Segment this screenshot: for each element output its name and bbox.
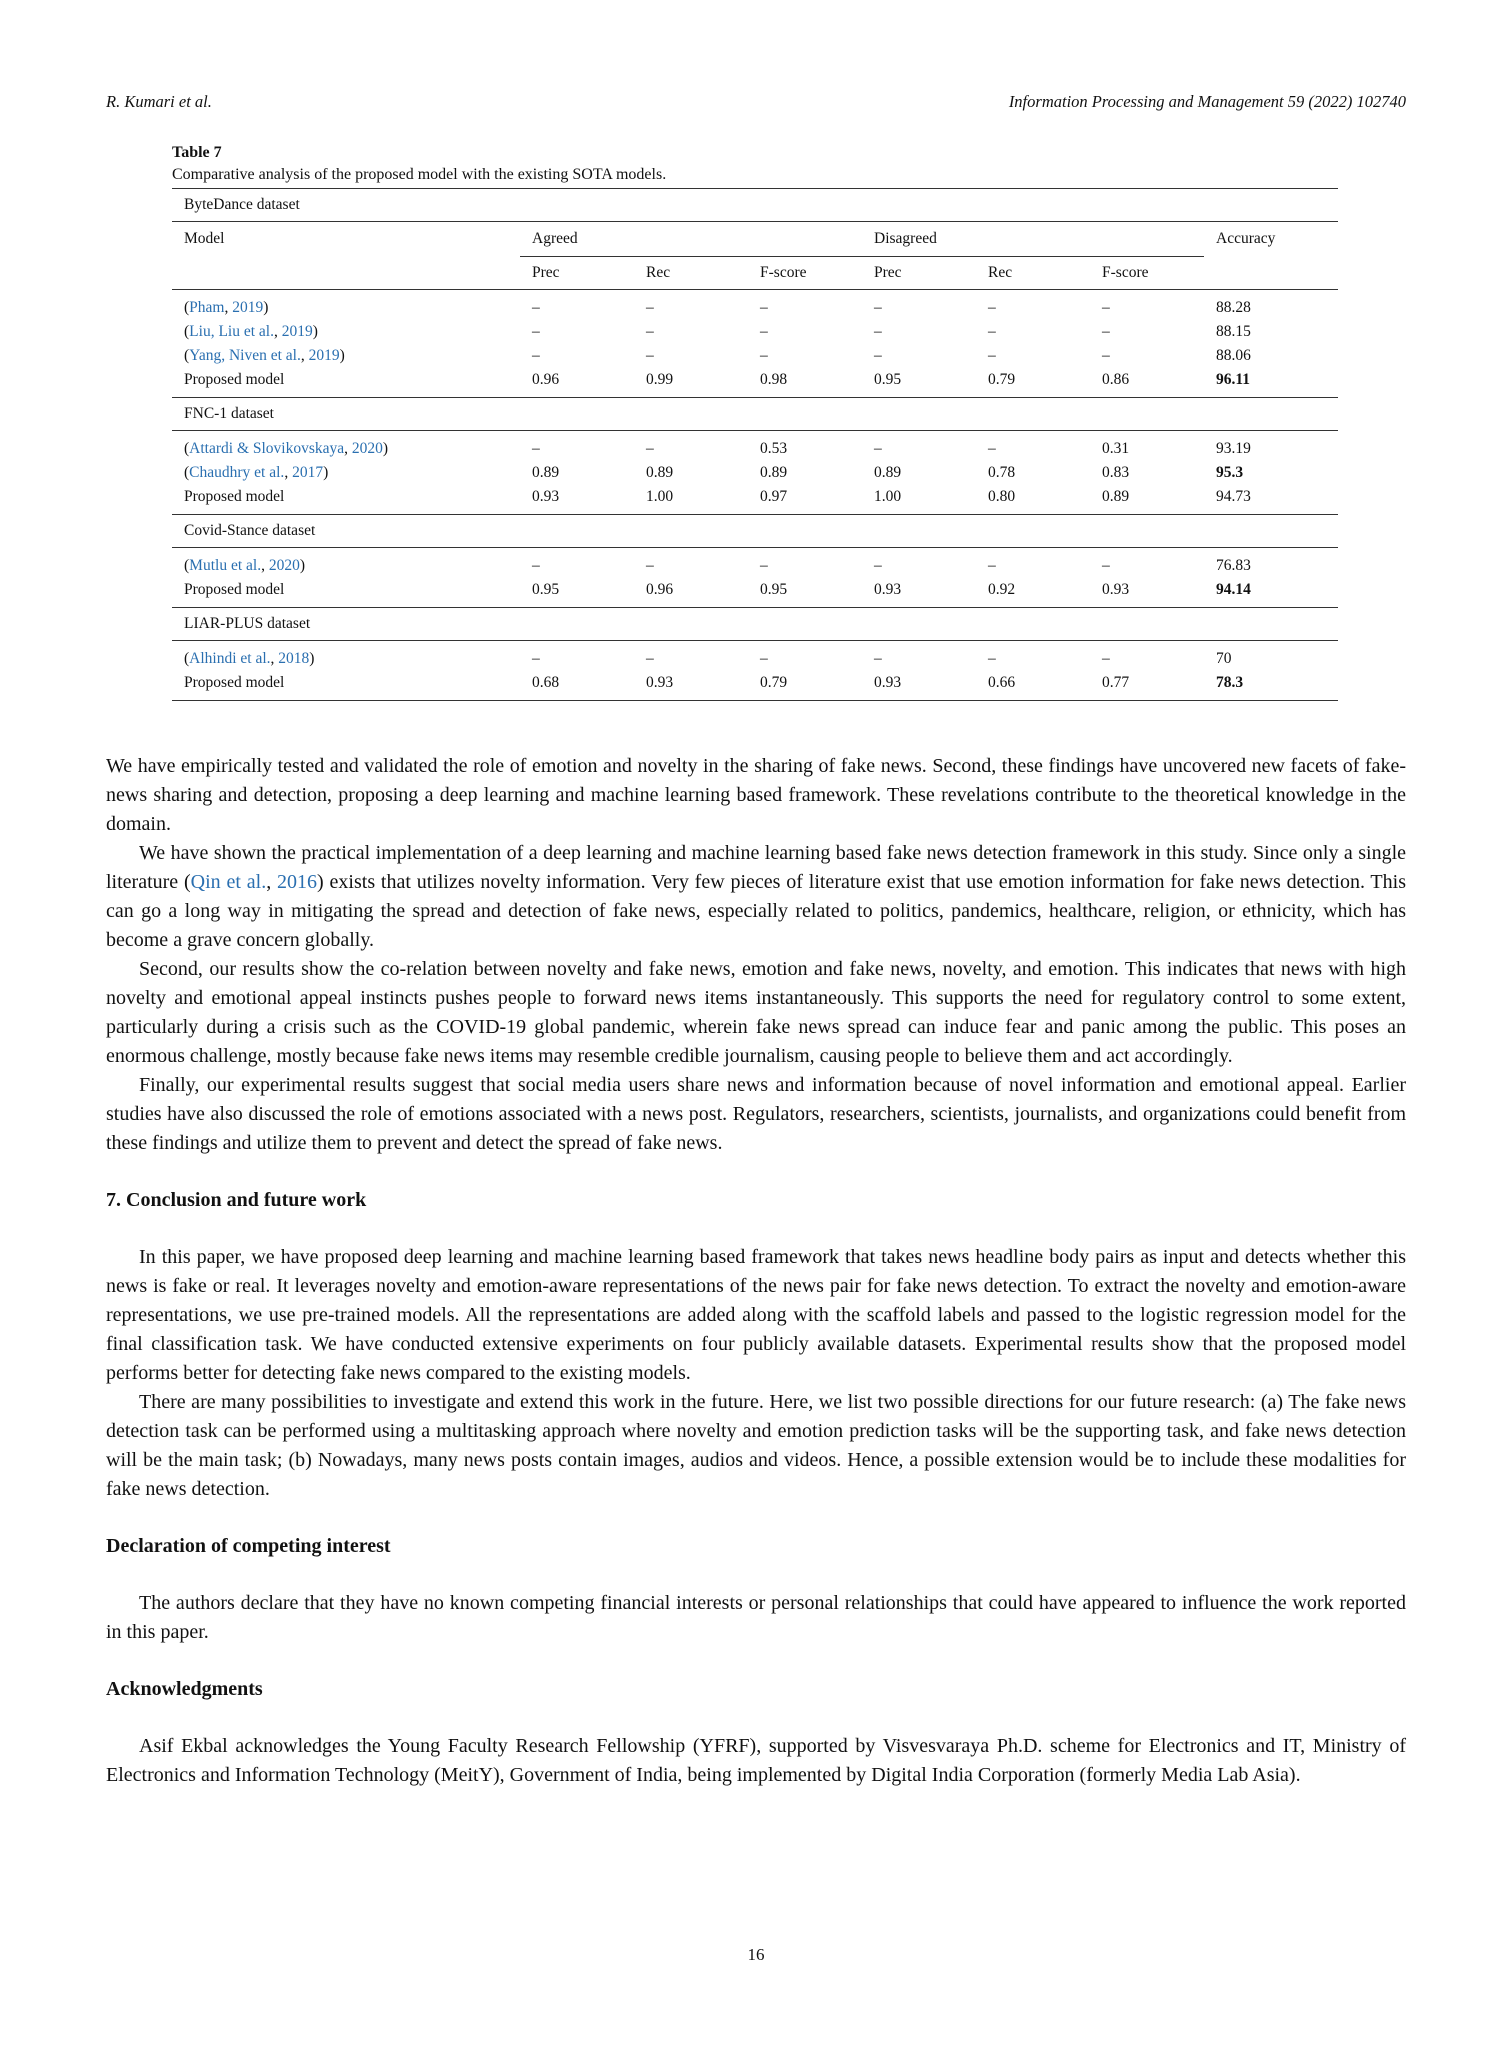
citation-link[interactable]: Alhindi et al.: [189, 650, 271, 667]
metric-value: 0.93: [862, 671, 976, 701]
citation-punct: ,: [224, 299, 233, 316]
col-subheader: Rec: [976, 257, 1090, 290]
metric-value: 0.93: [874, 581, 902, 598]
col-header-accuracy: Accuracy: [1216, 230, 1276, 248]
metric-value: –: [760, 557, 768, 574]
metric-value: –: [646, 323, 654, 340]
model-cell: [172, 548, 520, 579]
citation-link[interactable]: Liu, Liu et al.: [189, 323, 274, 340]
metric-value: 1.00: [646, 488, 674, 505]
metric-value: 0.98: [760, 371, 788, 388]
model-cell: [172, 461, 520, 485]
dataset-name: LIAR-PLUS dataset: [172, 608, 1338, 641]
col-header-model: Model: [184, 230, 225, 248]
citation-punct: ): [263, 299, 269, 316]
metric-value: –: [874, 440, 882, 457]
metric-value: –: [532, 440, 540, 457]
paragraph: Finally, our experimental results suggest that social media users share news and information because of novel information and emotional appeal. Earlier studies have also discussed the role of emotions associated with a news post. Regulators, researchers, scientists, journalists, and organizations could benefit from these findings and utilize them to prevent and detect the spread of fake news.: [106, 1074, 1406, 1154]
table-row: [172, 485, 1338, 515]
table-row: [172, 461, 1338, 485]
table-row: [172, 431, 1338, 462]
accuracy-value: 78.3: [1204, 671, 1338, 701]
accuracy-value: 76.83: [1216, 557, 1251, 574]
section-heading-conclusion: 7. Conclusion and future work: [106, 1189, 367, 1211]
model-cell: [172, 671, 520, 701]
citation-punct: (: [184, 347, 190, 364]
metric-value: 0.93: [1102, 581, 1130, 598]
metric-value: 0.89: [646, 464, 674, 481]
col-header-disagreed: Disagreed: [862, 222, 1204, 257]
citation-link[interactable]: Chaudhry et al.: [189, 464, 285, 481]
citation-punct: ,: [284, 464, 293, 481]
metric-value: 0.53: [760, 440, 788, 457]
table-section-row: [172, 398, 1338, 431]
model-cell: [172, 641, 520, 672]
table-row: [172, 290, 1338, 321]
paragraph: The authors declare that they have no known competing financial interests or personal relationships that could have appeared to influence the work reported in this paper.: [106, 1592, 1406, 1643]
dataset-name: FNC-1 dataset: [172, 398, 1338, 431]
metric-value: –: [760, 299, 768, 316]
col-header-blank: [1204, 257, 1338, 290]
model-cell: [172, 290, 520, 321]
citation-punct: (: [184, 650, 190, 667]
citation-link[interactable]: Mutlu et al.: [189, 557, 262, 574]
citation-punct: (: [184, 440, 190, 457]
metric-value: –: [988, 299, 996, 316]
paragraph: There are many possibilities to investigate and extend this work in the future. Here, we list two possible directions for our future research: (a) The fake news detection task can be performed using a multitasking approach where novelty and emotion prediction tasks will be the supporting task, and fake news detection will be the main task; (b) Nowadays, many news posts contain images, audios and videos. Hence, a possible extension would be to include these modalities for fake news detection.: [106, 1391, 1406, 1500]
table-row: [172, 320, 1338, 344]
model-name: Proposed model: [184, 581, 285, 598]
citation-punct: (: [184, 299, 190, 316]
citation-punct: ): [339, 347, 345, 364]
metric-value: –: [532, 347, 540, 364]
citation-link[interactable]: Pham: [189, 299, 225, 316]
accuracy-value: 96.11: [1216, 371, 1251, 388]
table-row: [172, 578, 1338, 608]
model-cell: [172, 320, 520, 344]
running-header-journal: Information Processing and Management 59 (2022) 102740: [1008, 92, 1406, 111]
metric-value: –: [988, 323, 996, 340]
metric-value: –: [874, 650, 882, 667]
metric-value: –: [646, 440, 654, 457]
citation-punct: ): [312, 323, 318, 340]
metric-value: 0.79: [988, 371, 1016, 388]
metric-value: 0.89: [532, 464, 560, 481]
dataset-name: ByteDance dataset: [172, 189, 1338, 222]
model-name: Proposed model: [184, 674, 285, 691]
metric-value: –: [646, 299, 654, 316]
metric-value: 1.00: [874, 488, 902, 505]
citation-link[interactable]: Yang, Niven et al.: [189, 347, 301, 364]
metric-value: –: [646, 347, 654, 364]
metric-value: –: [1102, 299, 1110, 316]
citation-year-link[interactable]: 2017: [292, 464, 324, 481]
metric-value: 0.99: [646, 371, 674, 388]
metric-value: 0.79: [748, 671, 862, 701]
metric-value: 0.78: [988, 464, 1016, 481]
citation-punct: (: [184, 464, 190, 481]
metric-value: 0.31: [1102, 440, 1130, 457]
table-title: Table 7: [172, 144, 222, 161]
metric-value: 0.93: [532, 488, 560, 505]
model-cell: [172, 431, 520, 462]
metric-value: –: [874, 323, 882, 340]
metric-value: –: [532, 557, 540, 574]
citation-punct: (: [184, 323, 190, 340]
metric-value: 0.92: [988, 581, 1016, 598]
accuracy-value: 95.3: [1216, 464, 1244, 481]
metric-value: 0.96: [646, 581, 674, 598]
table-caption: Comparative analysis of the proposed model with the existing SOTA models.: [172, 166, 667, 183]
citation-link[interactable]: Qin et al.: [190, 871, 267, 893]
metric-value: –: [874, 299, 882, 316]
metric-value: 0.95: [874, 371, 902, 388]
citation-year-link[interactable]: 2020: [351, 440, 383, 457]
accuracy-value: 93.19: [1216, 440, 1251, 457]
accuracy-value: 94.14: [1216, 581, 1251, 598]
metric-value: 0.89: [760, 464, 788, 481]
comparison-table: [172, 188, 1338, 701]
metric-value: 0.83: [1102, 464, 1130, 481]
metric-value: 0.86: [1102, 371, 1130, 388]
metric-value: –: [760, 347, 768, 364]
metric-value: 0.68: [520, 671, 634, 701]
metric-value: 0.89: [874, 464, 902, 481]
paragraph: Asif Ekbal acknowledges the Young Faculty Research Fellowship (YFRF), supported by Visvesvaraya Ph.D. scheme for Electronics and IT, Ministry of Electronics and Information Technology (MeitY), Government of India, being implemented by Digital India Corporation (formerly Media Lab Asia).: [106, 1735, 1406, 1786]
accuracy-value: 70: [1216, 650, 1232, 667]
metric-value: –: [532, 323, 540, 340]
model-cell: [172, 485, 520, 515]
metric-value: 0.95: [760, 581, 788, 598]
paragraph: Second, our results show the co-relation between novelty and fake news, emotion and fake news, novelty, and emotion. This indicates that news with high novelty and emotional appeal instincts pushes people to forward news items instantaneously. This supports the need for regulatory control to some extent, particularly during a crisis such as the COVID-19 global pandemic, wherein fake news spread can induce fear and panic among the public. This poses an enormous challenge, mostly because fake news items may resemble credible journalism, causing people to believe them and act accordingly.: [106, 958, 1406, 1067]
table-7: [172, 142, 1338, 701]
metric-value: 0.89: [1102, 488, 1130, 505]
paragraph: We have shown the practical implementation of a deep learning and machine learning based fake news detection framework in this study. Since only a single literature (Qin et al., 2016) exists that utilizes novelty information. Very few pieces of literature exist that use emotion information for fake news detection. This can go a long way in mitigating the spread and detection of fake news, especially related to politics, pandemics, healthcare, religion, or ethnicity, which has become a grave concern globally.: [106, 842, 1406, 951]
table-row: [172, 368, 1338, 398]
paragraph: In this paper, we have proposed deep learning and machine learning based framework that takes news headline body pairs as input and detects whether this news is fake or real. It leverages novelty and emotion-aware representations of the news pair for fake news detection. To extract the novelty and emotion-aware representations, we use pre-trained models. All the representations are added along with the scaffold labels and passed to the logistic regression model for the final classification task. We have conducted extensive experiments on four publicly available datasets. Experimental results show that the proposed model performs better for detecting fake news compared to the existing models.: [106, 1246, 1406, 1384]
section-heading-acknowledgments: Acknowledgments: [106, 1678, 263, 1700]
metric-value: 0.95: [532, 581, 560, 598]
metric-value: –: [532, 650, 540, 667]
table-subheader-row: [172, 257, 1338, 290]
citation-year-link[interactable]: 2016: [277, 871, 318, 893]
accuracy-value: 88.28: [1216, 299, 1251, 316]
col-subheader: F-score: [748, 257, 862, 290]
metric-value: –: [988, 347, 996, 364]
citation-punct: ): [382, 440, 389, 457]
col-subheader: Rec: [634, 257, 748, 290]
col-header-blank: [172, 257, 520, 290]
metric-value: 0.97: [760, 488, 788, 505]
table-section-row: [172, 608, 1338, 641]
citation-year-link[interactable]: 2019: [308, 347, 340, 364]
col-header-agreed: Agreed: [520, 222, 862, 257]
citation-punct: ,: [261, 557, 269, 574]
accuracy-value: 94.73: [1216, 488, 1251, 505]
citation-punct: ,: [270, 650, 279, 667]
citation-punct: ): [309, 650, 315, 667]
metric-value: –: [988, 650, 996, 667]
model-cell: [172, 578, 520, 608]
metric-value: –: [988, 440, 996, 457]
metric-value: –: [646, 650, 654, 667]
running-header-authors: R. Kumari et al.: [106, 92, 212, 111]
dataset-name: Covid-Stance dataset: [172, 515, 1338, 548]
metric-value: –: [646, 557, 654, 574]
table-row: [172, 548, 1338, 579]
citation-punct: ): [323, 464, 329, 481]
metric-value: –: [1102, 323, 1110, 340]
table-row: [172, 344, 1338, 368]
metric-value: –: [1102, 347, 1110, 364]
metric-value: 0.66: [976, 671, 1090, 701]
metric-value: 0.96: [532, 371, 560, 388]
model-cell: [172, 344, 520, 368]
citation-punct: ,: [300, 347, 309, 364]
body-text: [106, 752, 1406, 1790]
metric-value: –: [532, 299, 540, 316]
table-row: [172, 641, 1338, 672]
table-section-row: [172, 189, 1338, 222]
col-subheader: Prec: [862, 257, 976, 290]
page-number: 16: [747, 1945, 765, 1964]
citation-year-link[interactable]: 2019: [232, 299, 264, 316]
metric-value: –: [988, 557, 996, 574]
metric-value: 0.93: [634, 671, 748, 701]
metric-value: –: [1102, 650, 1110, 667]
citation-punct: ): [299, 557, 305, 574]
citation-link[interactable]: Attardi & Slovikovskaya: [189, 440, 345, 457]
col-subheader: Prec: [520, 257, 634, 290]
model-cell: [172, 368, 520, 398]
accuracy-value: 88.06: [1216, 347, 1251, 364]
citation-year-link[interactable]: 2018: [278, 650, 310, 667]
table-row: [172, 671, 1338, 701]
accuracy-value: 88.15: [1216, 323, 1251, 340]
metric-value: 0.80: [988, 488, 1016, 505]
citation-punct: ,: [344, 440, 352, 457]
metric-value: –: [760, 323, 768, 340]
citation-punct: ,: [273, 323, 282, 340]
metric-value: –: [1102, 557, 1110, 574]
table-header-row: [172, 222, 1338, 257]
metric-value: –: [874, 557, 882, 574]
section-heading-declaration: Declaration of competing interest: [106, 1535, 391, 1557]
table-section-row: [172, 515, 1338, 548]
model-name: Proposed model: [184, 488, 285, 505]
citation-year-link[interactable]: 2020: [268, 557, 300, 574]
citation-punct: (: [184, 557, 190, 574]
paragraph: We have empirically tested and validated the role of emotion and novelty in the sharing of fake news. Second, these findings have uncovered new facets of fake-news sharing and detection, proposing a deep learning and machine learning based framework. These revelations contribute to the theoretical knowledge in the domain.: [106, 755, 1406, 835]
col-subheader: F-score: [1090, 257, 1204, 290]
metric-value: –: [760, 650, 768, 667]
model-name: Proposed model: [184, 371, 285, 388]
metric-value: 0.77: [1090, 671, 1204, 701]
metric-value: –: [874, 347, 882, 364]
citation-year-link[interactable]: 2019: [281, 323, 313, 340]
